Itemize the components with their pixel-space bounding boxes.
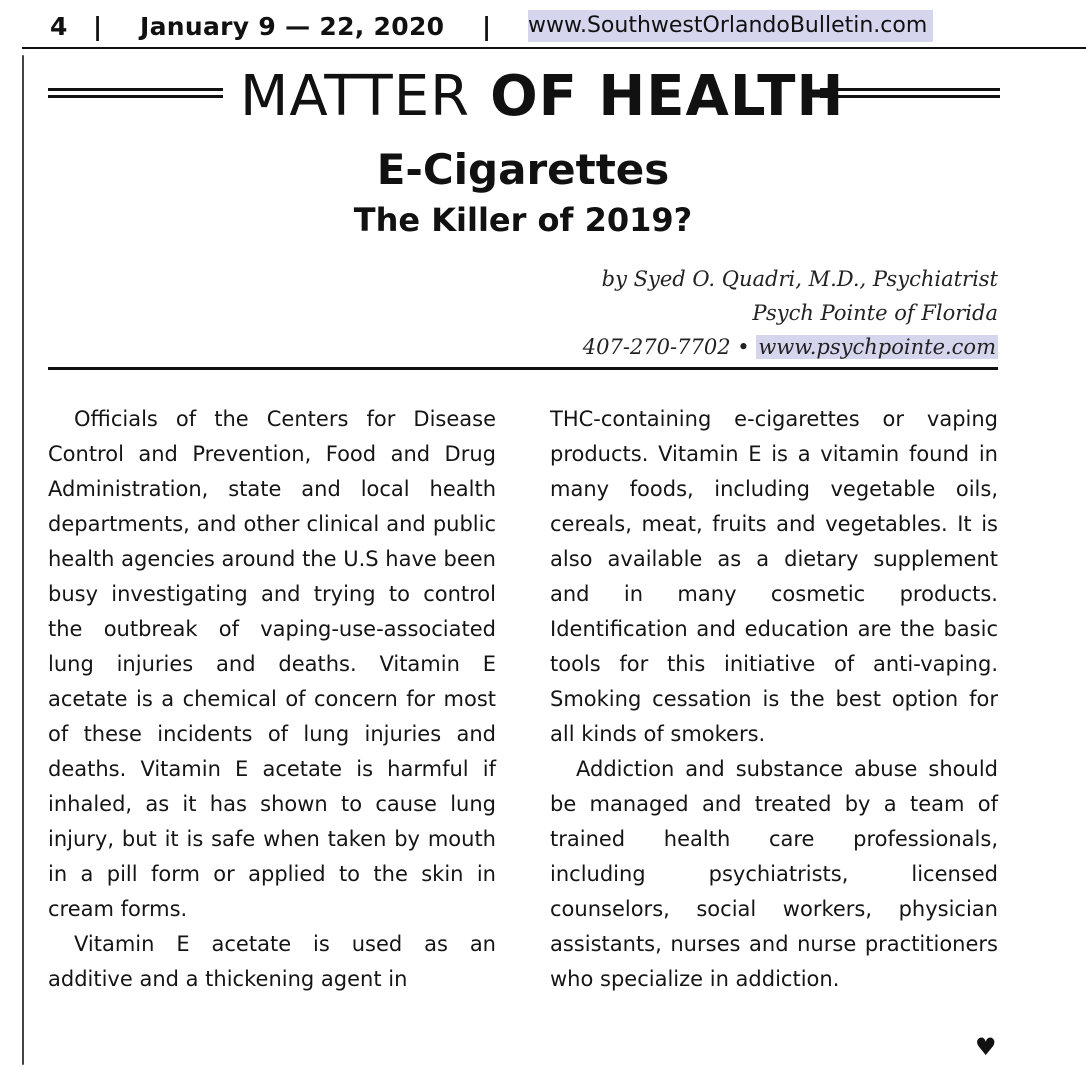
page-number: 4 bbox=[50, 12, 68, 41]
byline-author: by Syed O. Quadri, M.D., Psychiatrist bbox=[601, 267, 998, 291]
article-paragraph: Officials of the Centers for Disease Control and Prevention, Food and Drug Administration, state and local health departments, and other clinical and public health agencies around the U.S have been busy investigating and trying to control the outbreak of vaping-use-associated lung injuries and deaths. Vitamin E acetate is a chemical of concern for most of these incidents of lung injuries and deaths. Vitamin E acetate is harmful if inhaled, as it has shown to cause lung injury, but it is safe when taken by mouth in a pill form or applied to the skin in cream forms. bbox=[48, 407, 496, 921]
article-paragraph: Addiction and substance abuse should be managed and treated by a team of trained health care professionals, including psychiatrists, licensed counselors, social workers, physician assistants, nurses and nurse practitioners who specialize in addiction. bbox=[550, 757, 998, 991]
publication-url-link[interactable]: www.SouthwestOrlandoBulletin.com bbox=[528, 10, 933, 42]
article-column-right bbox=[550, 402, 998, 997]
byline-organization: Psych Pointe of Florida bbox=[752, 301, 998, 325]
byline-url-link[interactable]: www.psychpointe.com bbox=[758, 335, 996, 359]
section-title bbox=[240, 60, 845, 132]
folio-divider bbox=[22, 47, 1086, 49]
section-title-bold: OF HEALTH bbox=[490, 64, 845, 129]
article-byline bbox=[583, 262, 998, 364]
article-headline: E-Cigarettes bbox=[376, 145, 670, 194]
byline-phone: 407-270-7702 bbox=[582, 335, 731, 359]
section-header bbox=[0, 60, 1086, 140]
byline-contact bbox=[583, 330, 998, 364]
byline-divider bbox=[48, 367, 998, 370]
article-column-left bbox=[48, 402, 496, 997]
article-subheadline: The Killer of 2019? bbox=[353, 201, 693, 239]
article-paragraph: THC-containing e-cigarettes or vaping products. Vitamin E is a vitamin found in many foods, including vegetable oils, cereals, meat, fruits and vegetables. It is also available as a dietary supplement and in many cosmetic products. Identification and education are the basic tools for this initiative of anti-vaping. Smoking cessation is the best option for all kinds of smokers. bbox=[550, 407, 998, 746]
issue-date: January 9 — 22, 2020 bbox=[140, 12, 445, 41]
folio-bar bbox=[0, 0, 1086, 50]
section-rule-right bbox=[820, 88, 1000, 98]
heart-icon: ♥ bbox=[975, 1033, 997, 1061]
byline-bullet: • bbox=[737, 335, 750, 359]
section-rule-left bbox=[48, 88, 223, 98]
folio-separator: | bbox=[93, 12, 103, 41]
section-title-light: MATTER bbox=[240, 64, 470, 129]
folio-separator: | bbox=[482, 12, 492, 41]
article-paragraph: Vitamin E acetate is used as an additive and a thickening agent in bbox=[48, 932, 496, 991]
